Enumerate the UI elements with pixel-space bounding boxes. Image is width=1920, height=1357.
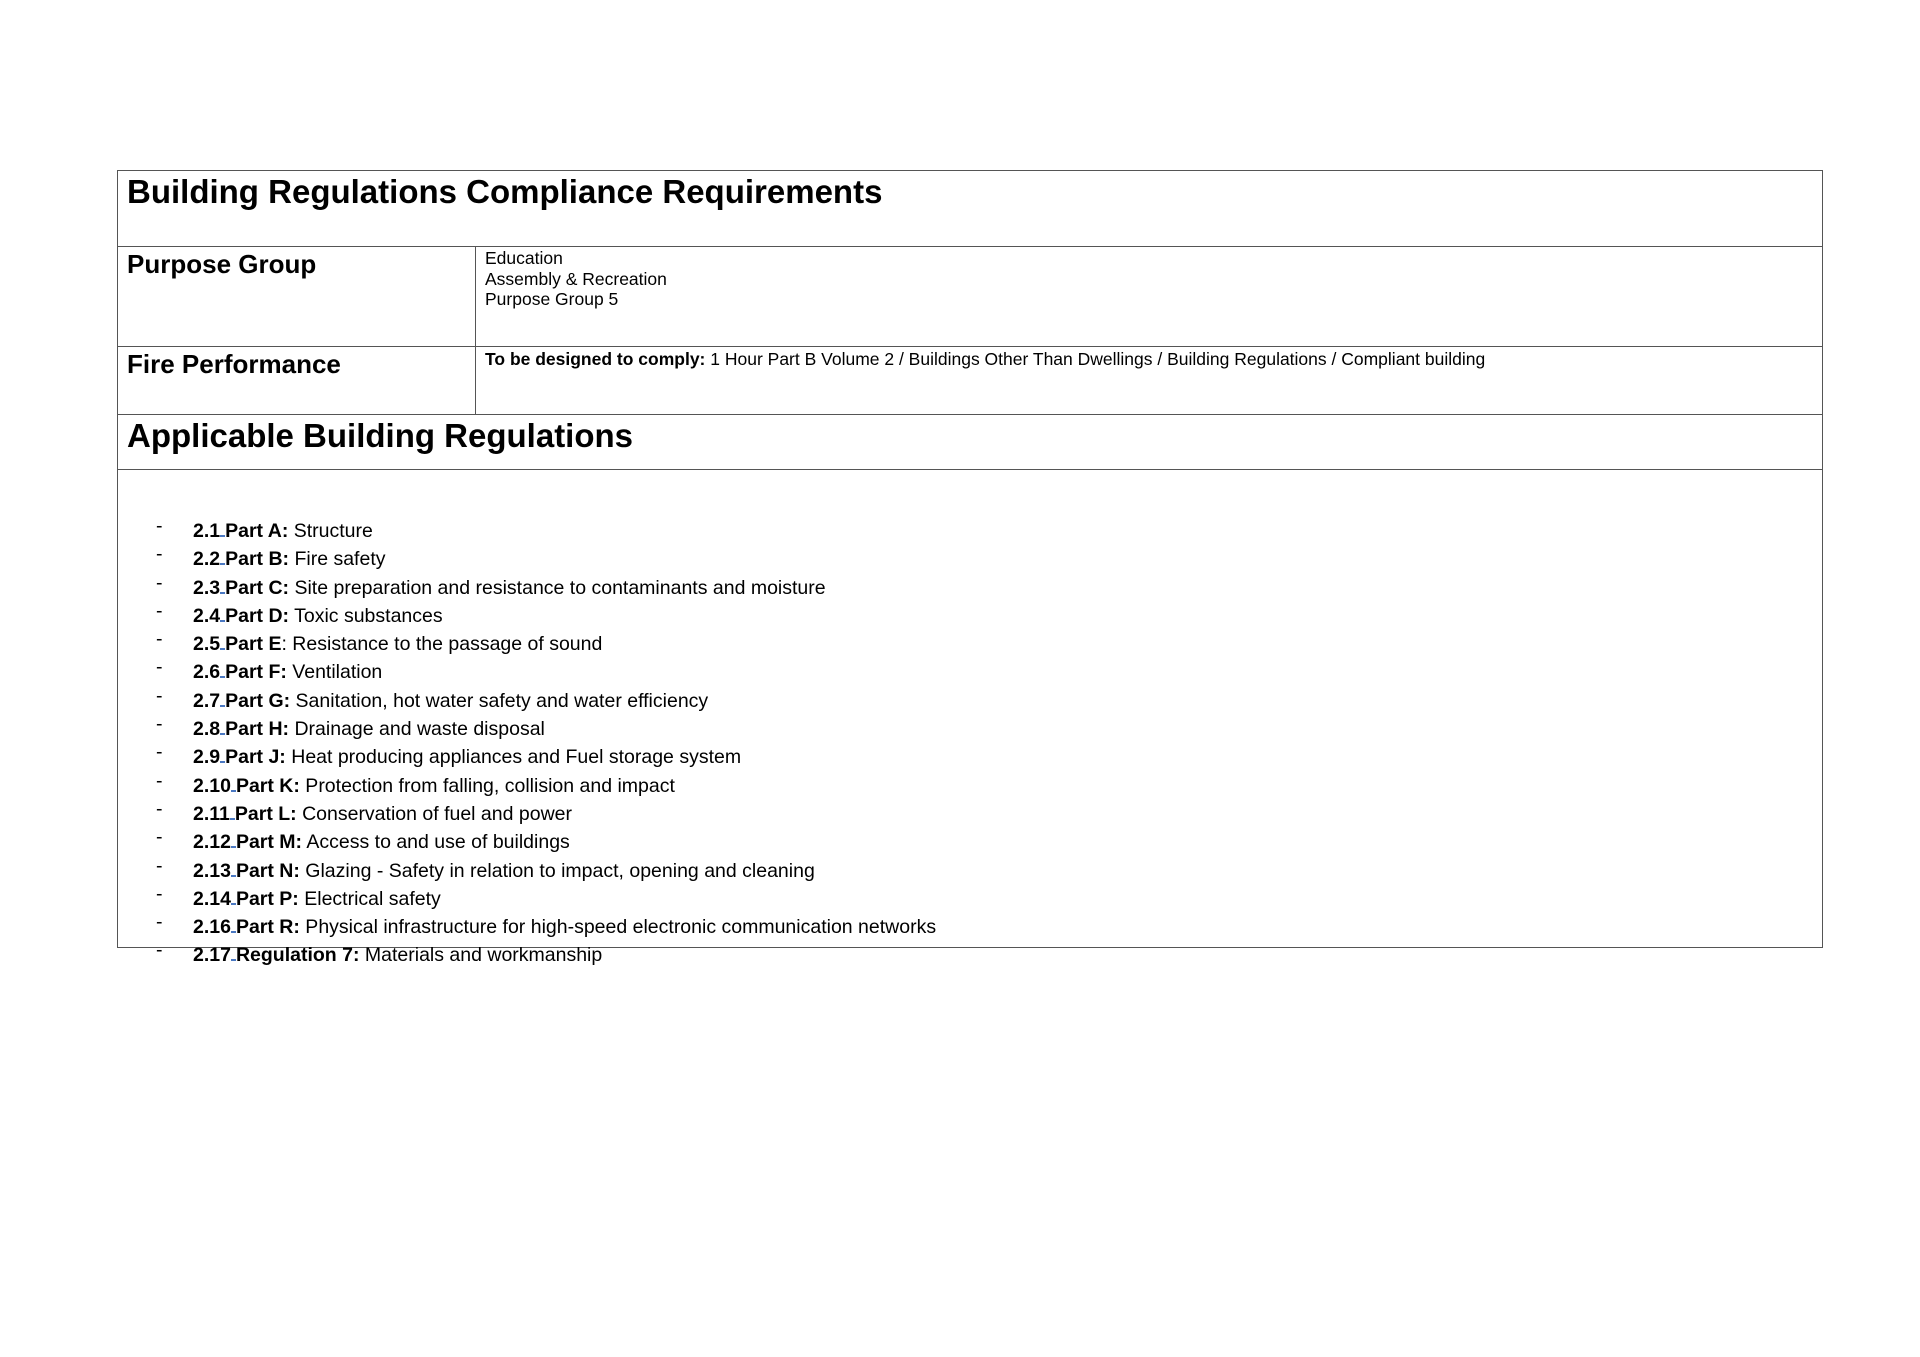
regulation-text [193,685,708,713]
regulation-description: Protection from falling, collision and impact [299,774,675,797]
purpose-group-line: Education [485,248,563,268]
regulation-text [193,883,441,911]
list-item [127,685,1813,713]
list-item [127,770,1813,798]
regulation-part: Part D: [225,604,290,627]
regulation-part: Part B: [225,548,290,571]
regulation-number: 2.10 [193,774,231,797]
regulation-number: 2.3 [193,576,221,599]
regulation-description: Heat producing appliances and Fuel storage system [285,746,742,769]
regulation-part: Part L: [234,802,297,825]
fire-performance-detail: 1 Hour Part B Volume 2 / Buildings Other Than Dwellings / Building Regulations / Compliant building [705,349,1486,369]
regulation-part: Part N: [235,859,300,882]
list-item [127,713,1813,741]
regulation-part: Regulation 7: [235,944,360,967]
compliance-table [117,170,1823,967]
regulation-description: Fire safety [289,548,386,571]
list-item [127,628,1813,656]
regulation-text [193,741,741,769]
regulation-text [193,628,602,656]
regulation-number: 2.1 [193,520,221,542]
list-item [127,656,1813,684]
list-marker: - [156,515,163,537]
list-item [127,572,1813,600]
regulation-part: Part C: [225,576,290,599]
list-marker: - [156,882,163,905]
regulation-text [193,826,570,854]
regulation-number: 2.2 [193,548,221,571]
regulation-description: Site preparation and resistance to contaminants and moisture [289,576,826,599]
section-title-cell [118,415,1822,469]
list-item [127,883,1813,911]
regulation-part: Part G: [225,689,291,712]
list-marker: - [156,684,163,707]
regulation-part: Part P: [235,887,299,910]
regulation-text [193,770,675,798]
regulation-part: Part K: [235,774,300,797]
regulation-description: Toxic substances [289,604,443,627]
regulation-text [193,572,826,600]
section-title: Applicable Building Regulations [127,417,634,454]
regulation-part: Part E [225,633,282,656]
regulation-part: Part H: [225,718,290,741]
purpose-group-line: Assembly & Recreation [485,268,667,289]
list-item [127,798,1813,826]
purpose-group-value-cell [476,247,1822,346]
title-row [118,171,1822,247]
fire-performance-label: Fire Performance [127,349,341,379]
regulation-text [193,939,602,967]
list-marker: - [156,599,163,622]
title-cell [118,171,1822,246]
regulation-description: Physical infrastructure for high-speed electronic communication networks [299,916,937,939]
regulation-description: Materials and workmanship [359,944,603,967]
regulation-text [193,656,382,684]
fire-performance-value-cell [476,347,1822,414]
list-marker: - [156,656,163,679]
list-item [127,600,1813,628]
list-item [127,741,1813,769]
regulation-part: Part R: [235,916,300,939]
fire-performance-text [485,347,1813,370]
regulation-number: 2.14 [193,887,231,910]
list-item [127,543,1813,571]
regulation-number: 2.17 [193,944,231,967]
list-marker: - [156,628,163,651]
fire-performance-label-cell [118,347,476,414]
regulation-description: Conservation of fuel and power [296,802,572,825]
regulation-description: : Resistance to the passage of sound [281,633,603,656]
regulation-number: 2.12 [193,831,231,854]
list-marker: - [156,797,163,820]
list-item [127,515,1813,543]
regulation-number: 2.7 [193,689,221,712]
regulations-row [118,470,1822,967]
list-marker: - [156,939,163,962]
regulation-description: Electrical safety [298,887,441,910]
list-marker: - [156,571,163,594]
regulation-description: Sanitation, hot water safety and water efficiency [290,689,709,712]
list-item [127,939,1813,967]
list-marker: - [156,713,163,736]
list-item [127,911,1813,939]
section-title-row [118,415,1822,470]
regulation-description: Glazing - Safety in relation to impact, opening and cleaning [299,859,815,882]
regulation-text [193,798,572,826]
list-item [127,826,1813,854]
regulation-number: 2.4 [193,604,221,627]
fire-performance-row [118,347,1822,415]
list-item [127,855,1813,883]
regulation-description: Drainage and waste disposal [289,718,545,741]
regulation-text [193,855,815,883]
regulation-description: Ventilation [286,661,383,684]
purpose-group-label-cell [118,247,476,346]
list-marker: - [156,769,163,792]
regulation-text [193,515,373,543]
purpose-group-values [485,247,1813,310]
list-marker: - [156,543,163,566]
regulations-cell [118,470,1822,967]
regulation-description: Structure [288,520,373,542]
purpose-group-row [118,247,1822,347]
regulation-text [193,543,386,571]
document-title: Building Regulations Compliance Requirements [127,173,883,210]
regulation-part: Part M: [235,831,303,854]
regulation-part: Part A: [225,520,289,542]
list-marker: - [156,911,163,934]
list-marker: - [156,854,163,877]
regulation-description: Access to and use of buildings [302,831,570,854]
purpose-group-line: Purpose Group 5 [485,289,619,309]
regulation-text [193,713,545,741]
regulation-number: 2.8 [193,718,221,741]
list-marker: - [156,826,163,849]
regulations-list [127,470,1813,968]
regulation-part: Part J: [225,746,286,769]
regulation-text [193,911,936,939]
regulation-number: 2.11 [193,802,230,825]
regulation-number: 2.6 [193,661,221,684]
regulation-number: 2.9 [193,746,221,769]
regulation-text [193,600,443,628]
regulation-part: Part F: [225,661,287,684]
purpose-group-label: Purpose Group [127,249,317,279]
regulation-number: 2.5 [193,633,221,656]
regulation-number: 2.16 [193,916,231,939]
list-marker: - [156,741,163,764]
regulation-number: 2.13 [193,859,231,882]
fire-performance-prefix: To be designed to comply: [485,349,706,369]
